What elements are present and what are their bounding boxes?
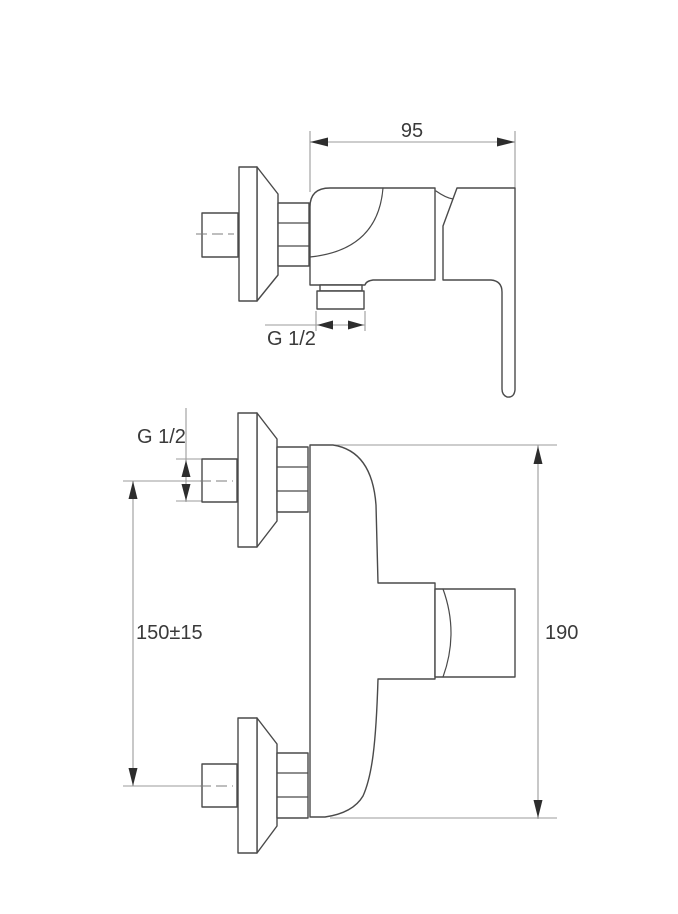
- dim-outlet-thread-label: G 1/2: [267, 328, 316, 350]
- arrowhead-up-height: [534, 446, 543, 464]
- lever-handle: [443, 188, 515, 397]
- thread-connector-bottom: [277, 753, 308, 818]
- mixer-body: [310, 188, 435, 285]
- spout-collar: [320, 285, 362, 291]
- arrowhead-down-height: [534, 800, 543, 818]
- mixer-body-front: [310, 445, 435, 817]
- arrowhead-up-inlet: [182, 460, 191, 477]
- arrowhead-up-center-distance: [129, 481, 138, 499]
- side-view: [196, 120, 515, 397]
- escutcheon-cone-bottom: [257, 718, 277, 853]
- arrowhead-right-95: [497, 138, 515, 147]
- dim-depth-label: 95: [400, 120, 424, 142]
- arrowhead-down-center-distance: [129, 768, 138, 786]
- arrowhead-left-outlet: [317, 321, 333, 330]
- wall-pipe: [202, 213, 238, 257]
- escutcheon-plate: [239, 167, 257, 301]
- escutcheon-plate-bottom: [238, 718, 257, 853]
- thread-connector-top: [277, 447, 308, 512]
- arrowhead-down-inlet: [182, 484, 191, 501]
- outlet-spout: [317, 291, 364, 309]
- thread-connector: [278, 203, 309, 266]
- front-view: [123, 408, 578, 853]
- dim-height-label: 190: [545, 622, 579, 644]
- handle-joint-arc: [436, 191, 453, 199]
- dim-inlet-thread-label: G 1/2: [137, 426, 186, 448]
- arrowhead-right-outlet: [348, 321, 364, 330]
- escutcheon-plate-top: [238, 413, 257, 547]
- arrowhead-left-95: [310, 138, 328, 147]
- dim-center-distance-label: 150±15: [136, 622, 203, 644]
- escutcheon-cone: [257, 167, 278, 301]
- escutcheon-cone-top: [257, 413, 277, 547]
